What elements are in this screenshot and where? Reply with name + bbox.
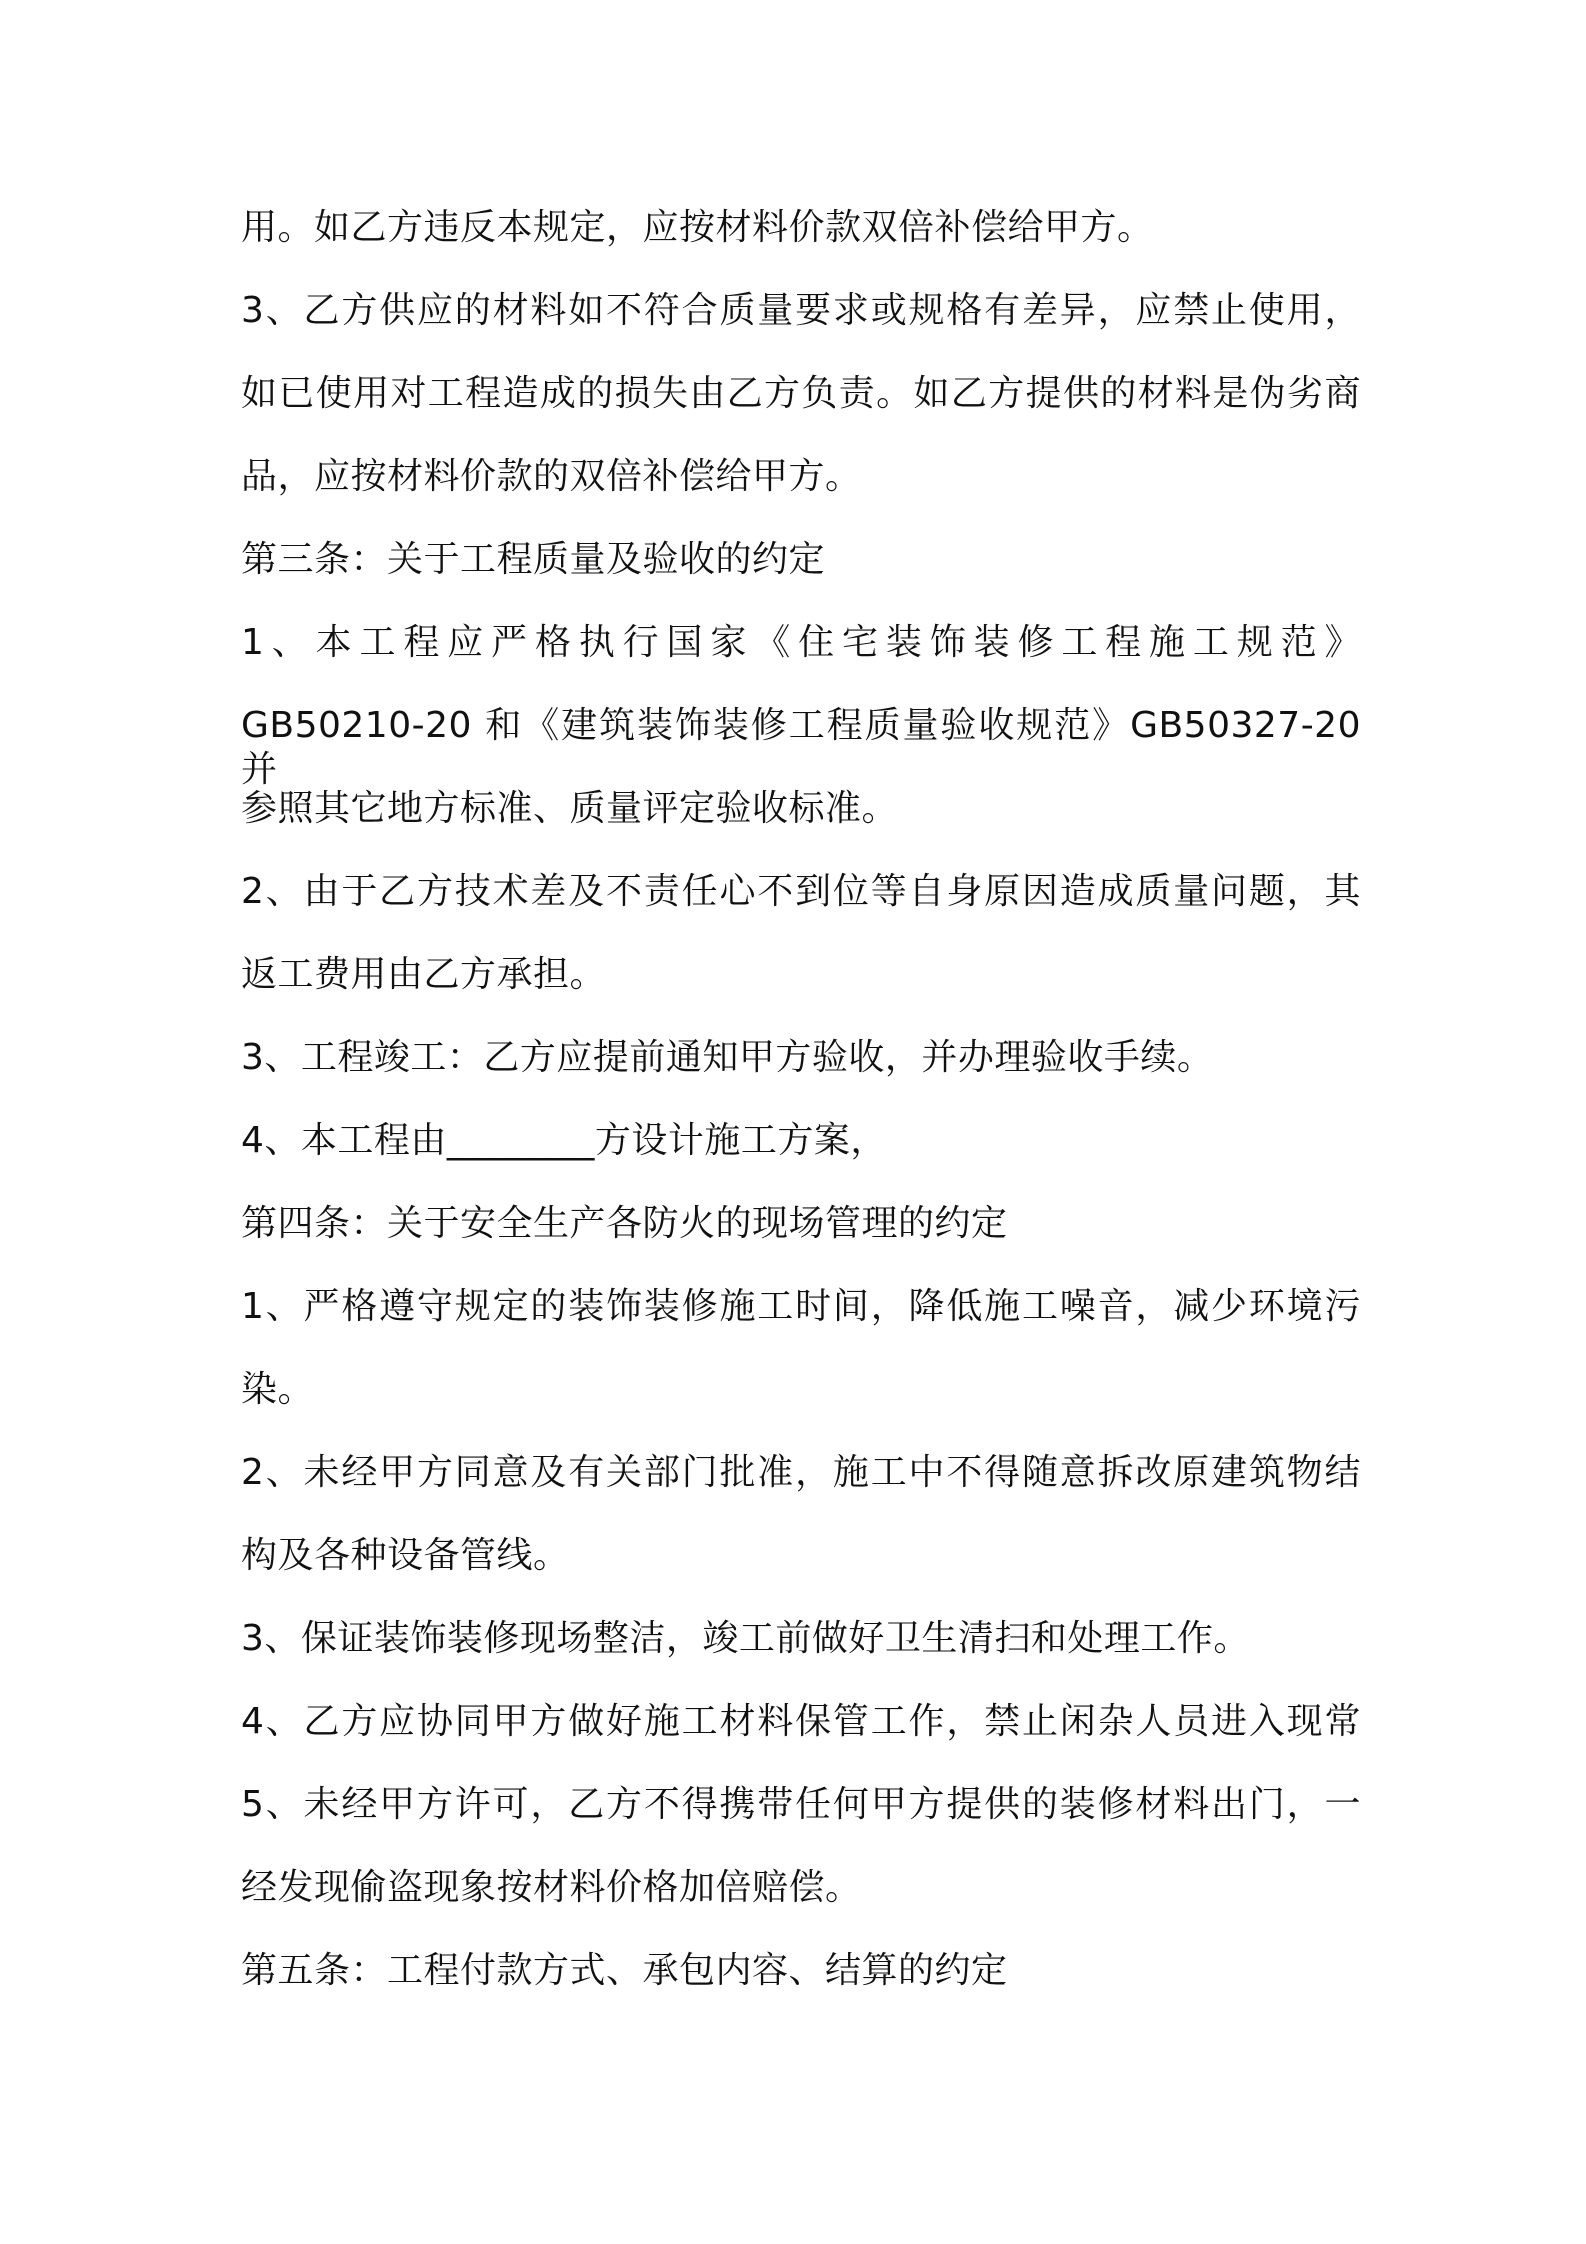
section-heading: 第三条：关于工程质量及验收的约定: [241, 539, 826, 580]
body-text-line: 品，应按材料价款的双倍补偿给甲方。: [241, 456, 862, 497]
body-text-line: 用。如乙方违反本规定，应按材料价款双倍补偿给甲方。: [241, 207, 1154, 248]
body-text-line: 4、本工程由________方设计施工方案，: [241, 1120, 887, 1161]
body-text-line: 参照其它地方标准、质量评定验收标准。: [241, 788, 899, 829]
body-text-line: 如已使用对工程造成的损失由乙方负责。如乙方提供的材料是伪劣商: [241, 373, 1361, 414]
body-text-line: 染。: [241, 1369, 315, 1410]
body-text-line: 2、未经甲方同意及有关部门批准，施工中不得随意拆改原建筑物结: [241, 1452, 1361, 1493]
body-text-line: 返工费用由乙方承担。: [241, 954, 607, 995]
body-text-line: 3、乙方供应的材料如不符合质量要求或规格有差异，应禁止使用，: [241, 290, 1361, 331]
body-text-line: 4、乙方应协同甲方做好施工材料保管工作，禁止闲杂人员进入现常: [241, 1701, 1361, 1742]
body-text-line: 3、保证装饰装修现场整洁，竣工前做好卫生清扫和处理工作。: [241, 1618, 1250, 1659]
body-text-line: 1、本工程应严格执行国家《住宅装饰装修工程施工规范》: [241, 622, 1361, 663]
body-text-line: 构及各种设备管线。: [241, 1535, 570, 1576]
body-text-line: 3、工程竣工：乙方应提前通知甲方验收，并办理验收手续。: [241, 1037, 1214, 1078]
body-text-line: 5、未经甲方许可，乙方不得携带任何甲方提供的装修材料出门，一: [241, 1784, 1361, 1825]
section-heading: 第四条：关于安全生产各防火的现场管理的约定: [241, 1203, 1008, 1244]
body-text-line: GB50210-20 和《建筑装饰装修工程质量验收规范》GB50327-20 并: [241, 705, 1361, 790]
body-text-line: 1、严格遵守规定的装饰装修施工时间，降低施工噪音，减少环境污: [241, 1286, 1361, 1327]
section-heading: 第五条：工程付款方式、承包内容、结算的约定: [241, 1950, 1008, 1991]
body-text-line: 2、由于乙方技术差及不责任心不到位等自身原因造成质量问题，其: [241, 871, 1361, 912]
body-text-line: 经发现偷盗现象按材料价格加倍赔偿。: [241, 1867, 862, 1908]
